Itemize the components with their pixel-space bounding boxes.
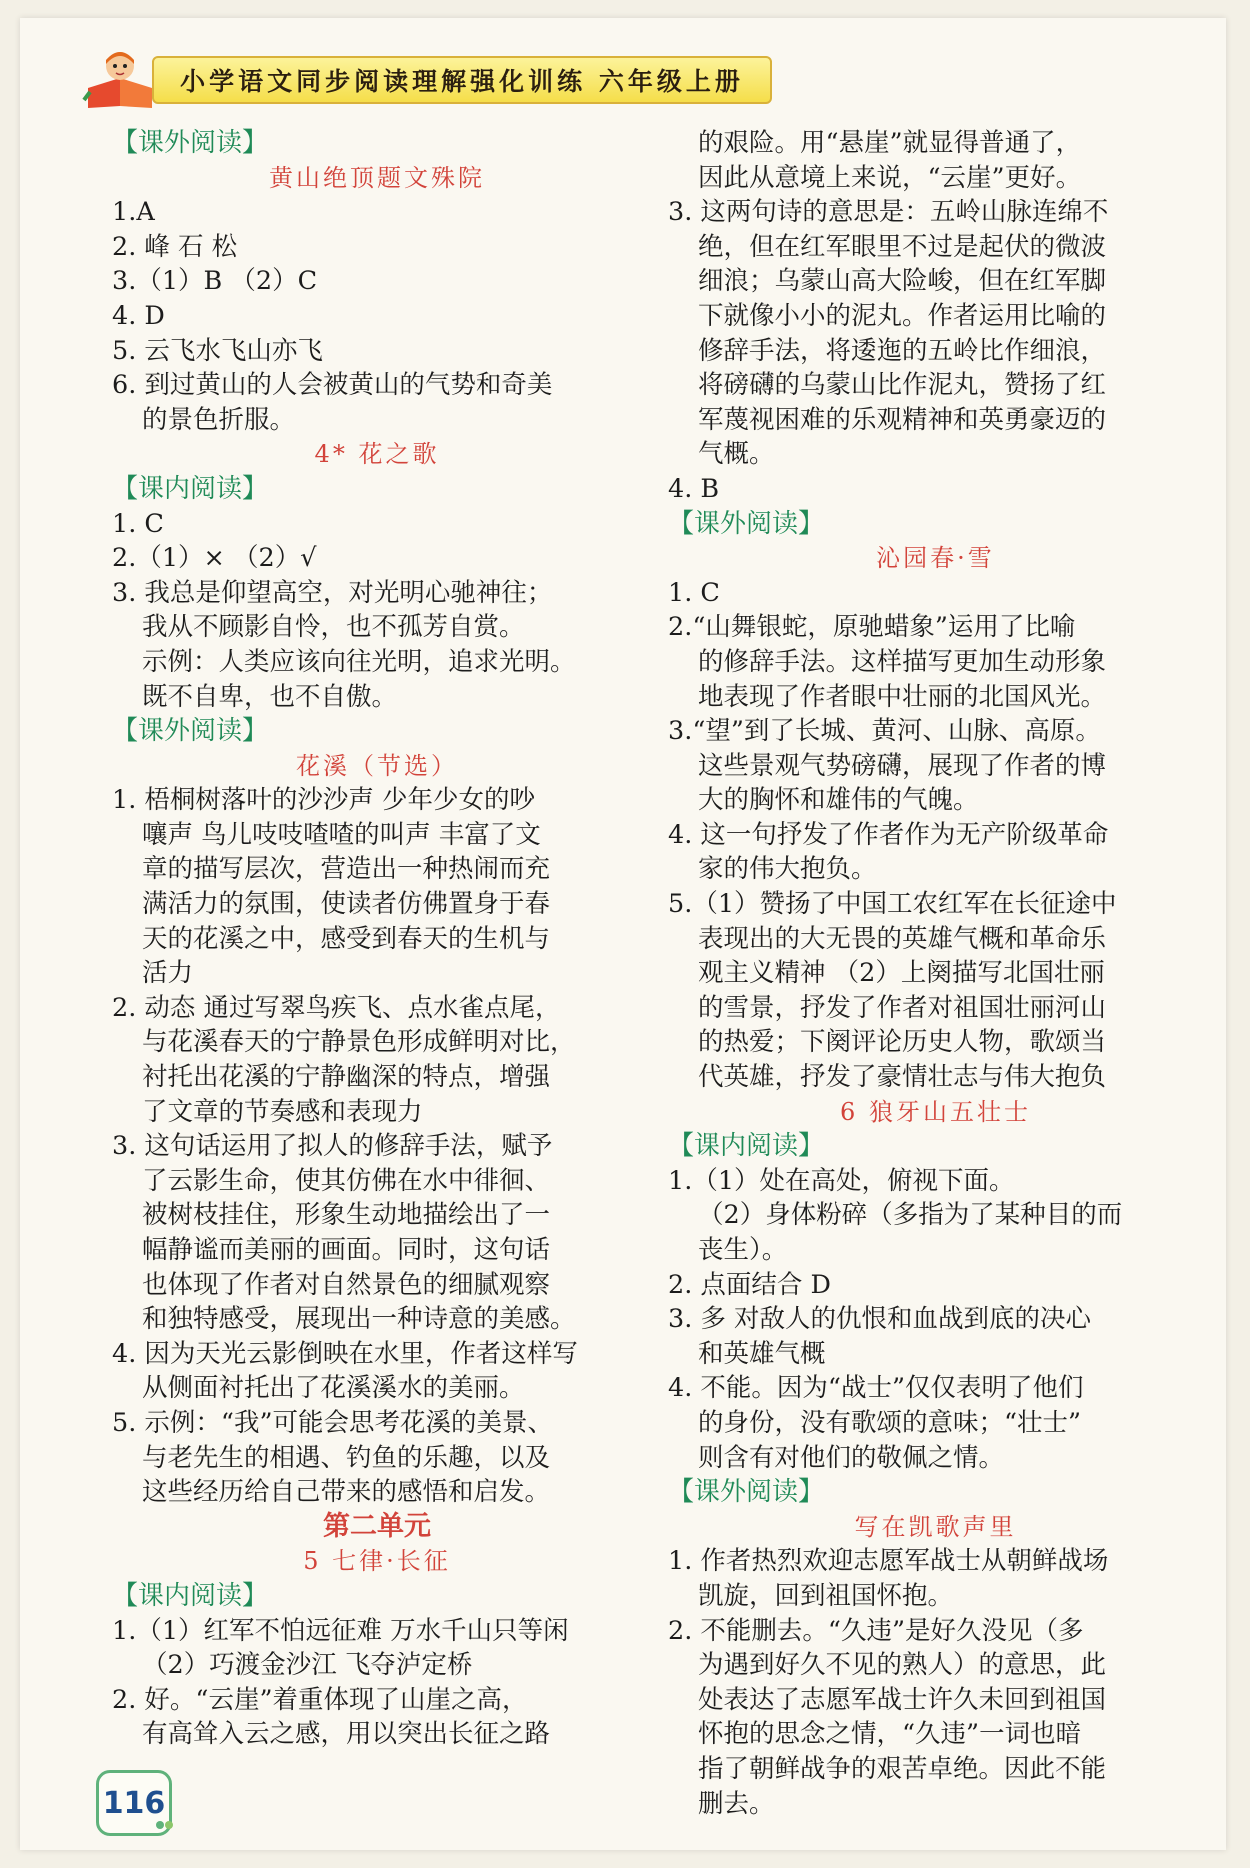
section-title: 黄山绝顶题文殊院	[269, 163, 485, 192]
answer-line-continued: （2）身体粉碎（多指为了某种目的而	[698, 1200, 1123, 1231]
section-tag: 【课外阅读】	[112, 716, 269, 747]
answer-line-continued: 的身份，没有歌颂的意味；“壮士”	[698, 1407, 1082, 1438]
answer-line: 1. 梧桐树落叶的沙沙声 少年少女的吵	[112, 785, 536, 816]
section-title: 花溪（节选）	[296, 751, 458, 780]
answer-line-continued: 有高耸入云之感，用以突出长征之路	[142, 1719, 551, 1750]
answer-line-continued: 满活力的氛围，使读者仿佛置身于春	[142, 889, 551, 920]
answer-line-continued: （2）巧渡金沙江 飞夺泸定桥	[142, 1650, 473, 1681]
answer-line-continued: 幅静谧而美丽的画面。同时，这句话	[142, 1235, 551, 1265]
section-title: 沁园春·雪	[876, 544, 995, 573]
answer-line-continued: 既不自卑，也不自傲。	[142, 681, 398, 712]
answer-line-continued: 的雪景，抒发了作者对祖国壮丽河山	[698, 992, 1107, 1023]
section-title: 写在凯歌声里	[854, 1512, 1017, 1541]
answer-line-continued: 删去。	[698, 1788, 775, 1819]
answer-line-continued: 这些景观气势磅礴，展现了作者的博	[698, 750, 1107, 781]
answer-line: 2. 不能删去。“久违”是好久没见（多	[668, 1615, 1084, 1646]
page-number: 116	[102, 1785, 166, 1821]
answer-line: 4. B	[668, 473, 720, 504]
answer-line: 1. C	[112, 508, 164, 539]
answer-line-continued: 因此从意境上来说，“云崖”更好。	[698, 162, 1082, 193]
answer-line-continued: 家的伟大抱负。	[698, 854, 877, 885]
left-column	[112, 126, 642, 1752]
answer-line-continued: 示例：人类应该向往光明，追求光明。	[142, 646, 576, 677]
answer-line-continued: 将磅礴的乌蒙山比作泥丸，赞扬了红	[698, 370, 1107, 401]
answer-line-continued: 表现出的大无畏的英雄气概和革命乐	[698, 923, 1107, 954]
answer-line-continued: 我从不顾影自怜，也不孤芳自赏。	[142, 612, 525, 643]
answer-line-continued: 大的胸怀和雄伟的气魄。	[698, 785, 979, 816]
section-tag: 【课外阅读】	[668, 1477, 825, 1508]
answer-line-continued: 的热爱；下阕评论历史人物，歌颂当	[698, 1027, 1107, 1058]
answer-line-continued: 也体现了作者对自然景色的细腻观察	[142, 1269, 551, 1300]
answer-line-continued: 指了朝鲜战争的艰苦卓绝。因此不能	[698, 1753, 1107, 1784]
reading-child-mascot-icon	[80, 48, 170, 110]
answer-line: 2. 好。“云崖”着重体现了山崖之高，	[112, 1684, 528, 1715]
answer-line-continued: 修辞手法，将逶迤的五岭比作细浪，	[698, 335, 1107, 366]
answer-line: 3. 我总是仰望高空，对光明心驰神往；	[112, 577, 553, 608]
answer-line: 3.“望”到了长城、黄河、山脉、高原。	[668, 716, 1101, 747]
right-column	[668, 126, 1203, 1821]
section-title: 6 狼牙山五壮士	[840, 1097, 1031, 1126]
answer-line-continued: 的艰险。用“悬崖”就显得普通了，	[698, 128, 1082, 158]
section-tag: 【课内阅读】	[112, 473, 269, 504]
answer-line-continued: 和独特感受，展现出一种诗意的美感。	[142, 1304, 576, 1335]
answer-line-continued: 下就像小小的泥丸。作者运用比喻的	[698, 300, 1107, 331]
section-tag: 【课外阅读】	[668, 508, 825, 539]
answer-line: 3. 这句话运用了拟人的修辞手法，赋予	[112, 1131, 553, 1162]
answer-line-continued: 和英雄气概	[698, 1338, 826, 1369]
answer-line-continued: 气概。	[698, 439, 775, 470]
answer-line: 5.（1）赞扬了中国工农红军在长征途中	[668, 889, 1117, 920]
answer-line-continued: 军蔑视困难的乐观精神和英勇豪迈的	[698, 404, 1107, 435]
answer-line-continued: 绝，但在红军眼里不过是起伏的微波	[698, 231, 1107, 262]
answer-line-continued: 天的花溪之中，感受到春天的生机与	[142, 923, 551, 954]
answer-line: 1.A	[112, 197, 155, 228]
answer-line: 2. 峰 石 松	[112, 231, 238, 262]
answer-line: 2.（1）× （2）√	[112, 543, 317, 574]
answer-line-continued: 衬托出花溪的宁静幽深的特点，增强	[142, 1062, 551, 1093]
answer-line-continued: 这些经历给自己带来的感悟和启发。	[142, 1477, 551, 1508]
section-tag: 【课内阅读】	[668, 1131, 825, 1162]
page-sheet	[20, 18, 1226, 1850]
answer-line-continued: 与老先生的相遇、钓鱼的乐趣，以及	[142, 1442, 551, 1473]
answer-line-continued: 的修辞手法。这样描写更加生动形象	[698, 646, 1107, 677]
answer-line-continued: 为遇到好久不见的熟人）的意思，此	[698, 1650, 1107, 1681]
answer-line: 1.（1）处在高处，俯视下面。	[668, 1165, 1015, 1196]
answer-line: 1. C	[668, 577, 720, 608]
answer-line-continued: 的景色折服。	[142, 404, 296, 435]
section-tag: 【课内阅读】	[112, 1580, 269, 1611]
answer-line-continued: 与花溪春天的宁静景色形成鲜明对比，	[142, 1027, 576, 1058]
answer-line: 4. D	[112, 300, 165, 331]
answer-line-continued: 了云影生命，使其仿佛在水中徘徊、	[142, 1165, 551, 1196]
answer-line-continued: 嚷声 鸟儿吱吱喳喳的叫声 丰富了文	[142, 819, 541, 850]
header-banner	[80, 48, 744, 106]
answer-line-continued: 则含有对他们的敬佩之情。	[698, 1442, 1005, 1473]
answer-line: 4. 因为天光云影倒映在水里，作者这样写	[112, 1338, 578, 1369]
answer-line: 4. 这一句抒发了作者作为无产阶级革命	[668, 819, 1109, 850]
page-number-badge	[96, 1770, 172, 1836]
answer-line: 2. 动态 通过写翠鸟疾飞、点水雀点尾，	[112, 992, 561, 1023]
answer-line: 2. 点面结合 D	[668, 1269, 831, 1300]
answer-line-continued: 处表达了志愿军战士许久未回到祖国	[698, 1684, 1107, 1715]
answer-line: 4. 不能。因为“战士”仅仅表明了他们	[668, 1373, 1084, 1404]
answer-line: 3. 多 对敌人的仇恨和血战到底的决心	[668, 1304, 1092, 1335]
unit-heading: 第二单元	[323, 1510, 431, 1542]
answer-line-continued: 从侧面衬托出了花溪溪水的美丽。	[142, 1373, 525, 1404]
answer-line: 3. 这两句诗的意思是：五岭山脉连绵不	[668, 197, 1109, 228]
section-title: 4* 花之歌	[314, 440, 440, 469]
answer-line-continued: 章的描写层次，营造出一种热闹而充	[142, 854, 551, 885]
answer-line-continued: 活力	[142, 958, 194, 989]
answer-line: 5. 示例：“我”可能会思考花溪的美景、	[112, 1407, 554, 1438]
answer-line-continued: 细浪；乌蒙山高大险峻，但在红军脚	[698, 266, 1107, 297]
answer-line-continued: 地表现了作者眼中壮丽的北国风光。	[698, 681, 1107, 712]
answer-line: 3.（1）B （2）C	[112, 266, 318, 297]
answer-line: 6. 到过黄山的人会被黄山的气势和奇美	[112, 370, 553, 401]
answer-line: 1. 作者热烈欢迎志愿军战士从朝鲜战场	[668, 1546, 1109, 1577]
section-tag: 【课外阅读】	[112, 128, 269, 158]
answer-line-continued: 观主义精神 （2）上阕描写北国壮丽	[698, 958, 1105, 989]
answer-line-continued: 了文章的节奏感和表现力	[142, 1096, 423, 1127]
answer-line-continued: 怀抱的思念之情，“久违”一词也暗	[698, 1719, 1082, 1750]
answer-line: 1.（1）红军不怕远征难 万水千山只等闲	[112, 1615, 569, 1646]
answer-line: 5. 云飞水飞山亦飞	[112, 335, 323, 366]
answer-line: 2.“山舞银蛇，原驰蜡象”运用了比喻	[668, 612, 1076, 643]
answer-line-continued: 丧生）。	[698, 1235, 788, 1265]
section-title: 5 七律·长征	[303, 1547, 451, 1576]
answer-line-continued: 被树枝挂住，形象生动地描绘出了一	[142, 1200, 551, 1231]
header-title: 小学语文同步阅读理解强化训练 六年级上册	[152, 56, 772, 104]
leaf-dots-icon	[155, 1819, 175, 1831]
answer-line-continued: 凯旋，回到祖国怀抱。	[698, 1580, 954, 1611]
answer-line-continued: 代英雄，抒发了豪情壮志与伟大抱负	[698, 1062, 1107, 1093]
